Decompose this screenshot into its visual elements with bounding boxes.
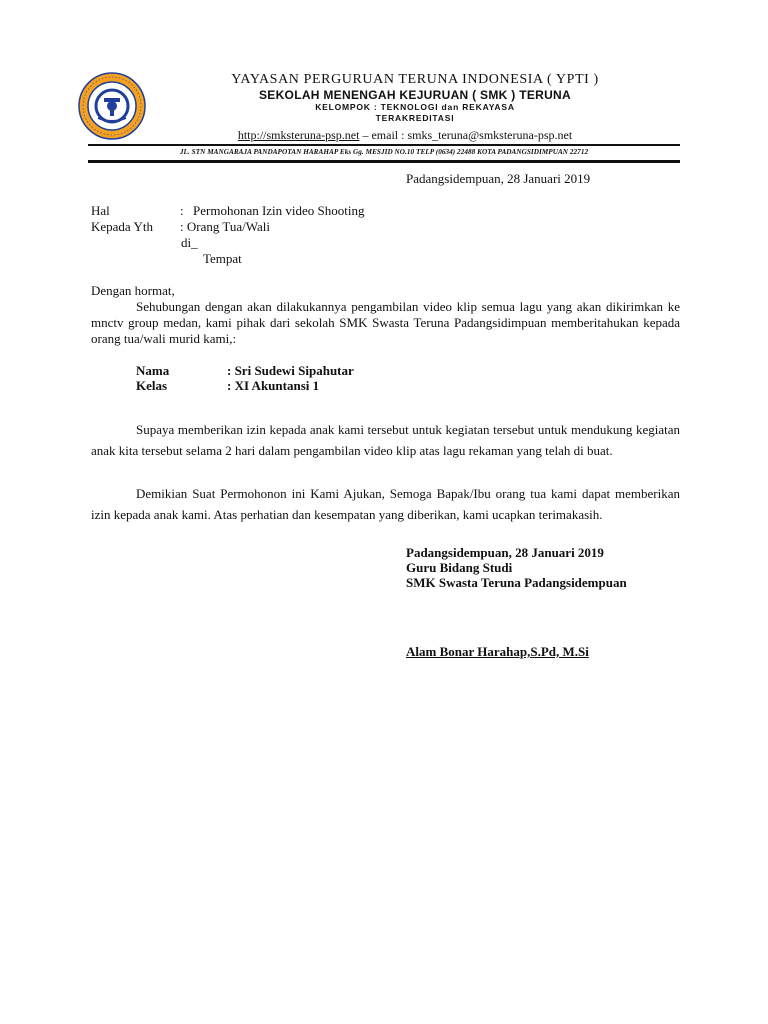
subject-value: Permohonan Izin video Shooting <box>193 203 365 218</box>
foundation-name: YAYASAN PERGURUAN TERUNA INDONESIA ( YPTI ) <box>231 72 599 87</box>
student-name-label: Nama <box>136 363 170 378</box>
student-class-value: : XI Akuntansi 1 <box>227 378 320 393</box>
paragraph-intro: Sehubungan dengan akan dilakukannya pengambilan video klip semua lagu yang akan dikirimkan ke mnctv group medan, kami pihak dari sekolah SMK Swasta Teruna Padangsidimpuan memberitahukan kepada orang tua/wali murid kami,: <box>91 299 680 346</box>
website-link[interactable]: http://smksteruna-psp.net <box>237 128 360 142</box>
signature-role: Guru Bidang Studi <box>406 560 513 575</box>
contact-separator: – email : <box>359 128 408 142</box>
signature-date: Padangsidempuan, 28 Januari 2019 <box>406 545 604 560</box>
school-address: JL. STN MANGARAJA PANDAPOTAN HARAHAP Eks Gg. MESJID NO.10 TELP (0634) 22488 KOTA PADANGSIDIMPUAN 22712 <box>179 148 589 156</box>
greeting: Dengan hormat, <box>91 283 175 298</box>
subject-colon: : <box>180 203 184 218</box>
letterhead-divider-bottom <box>88 160 680 163</box>
letterhead-divider-top <box>88 144 680 146</box>
recipient-label: Kepada Yth <box>91 219 153 234</box>
student-class-label: Kelas <box>136 378 168 393</box>
school-group: KELOMPOK : TEKNOLOGI dan REKAYASA <box>315 102 515 112</box>
contact-line <box>140 128 670 143</box>
paragraph-request: Supaya memberikan izin kepada anak kami tersebut untuk kegiatan tersebut untuk mendukung kegiatan anak kita tersebut selama 2 hari dalam pengambilan video klip atas lagu rekaman yang telah di buat. <box>91 422 680 458</box>
signature-institution: SMK Swasta Teruna Padangsidempuan <box>406 575 627 590</box>
paragraph-closing: Demikian Suat Permohonon ini Kami Ajukan, Semoga Bapak/Ibu orang tua kami dapat memberikan izin kepada anak kami. Atas perhatian dan kesempatan yang diberikan, kami ucapkan terimakasih. <box>91 486 680 522</box>
subject-label: Hal <box>91 203 110 218</box>
letter-date: Padangsidempuan, 28 Januari 2019 <box>406 171 591 186</box>
signer-name: Alam Bonar Harahap,S.Pd, M.Si <box>406 644 589 659</box>
recipient-value: : Orang Tua/Wali <box>180 219 270 234</box>
accreditation-status: TERAKREDITASI <box>375 113 455 123</box>
school-logo-icon <box>78 72 146 140</box>
recipient-place: Tempat <box>203 251 242 266</box>
school-name: SEKOLAH MENENGAH KEJURUAN ( SMK ) TERUNA <box>258 88 571 102</box>
recipient-di: di_ <box>181 235 198 250</box>
student-name-value: : Sri Sudewi Sipahutar <box>227 363 354 378</box>
email-address: smks_teruna@smksteruna-psp.net <box>407 128 573 142</box>
